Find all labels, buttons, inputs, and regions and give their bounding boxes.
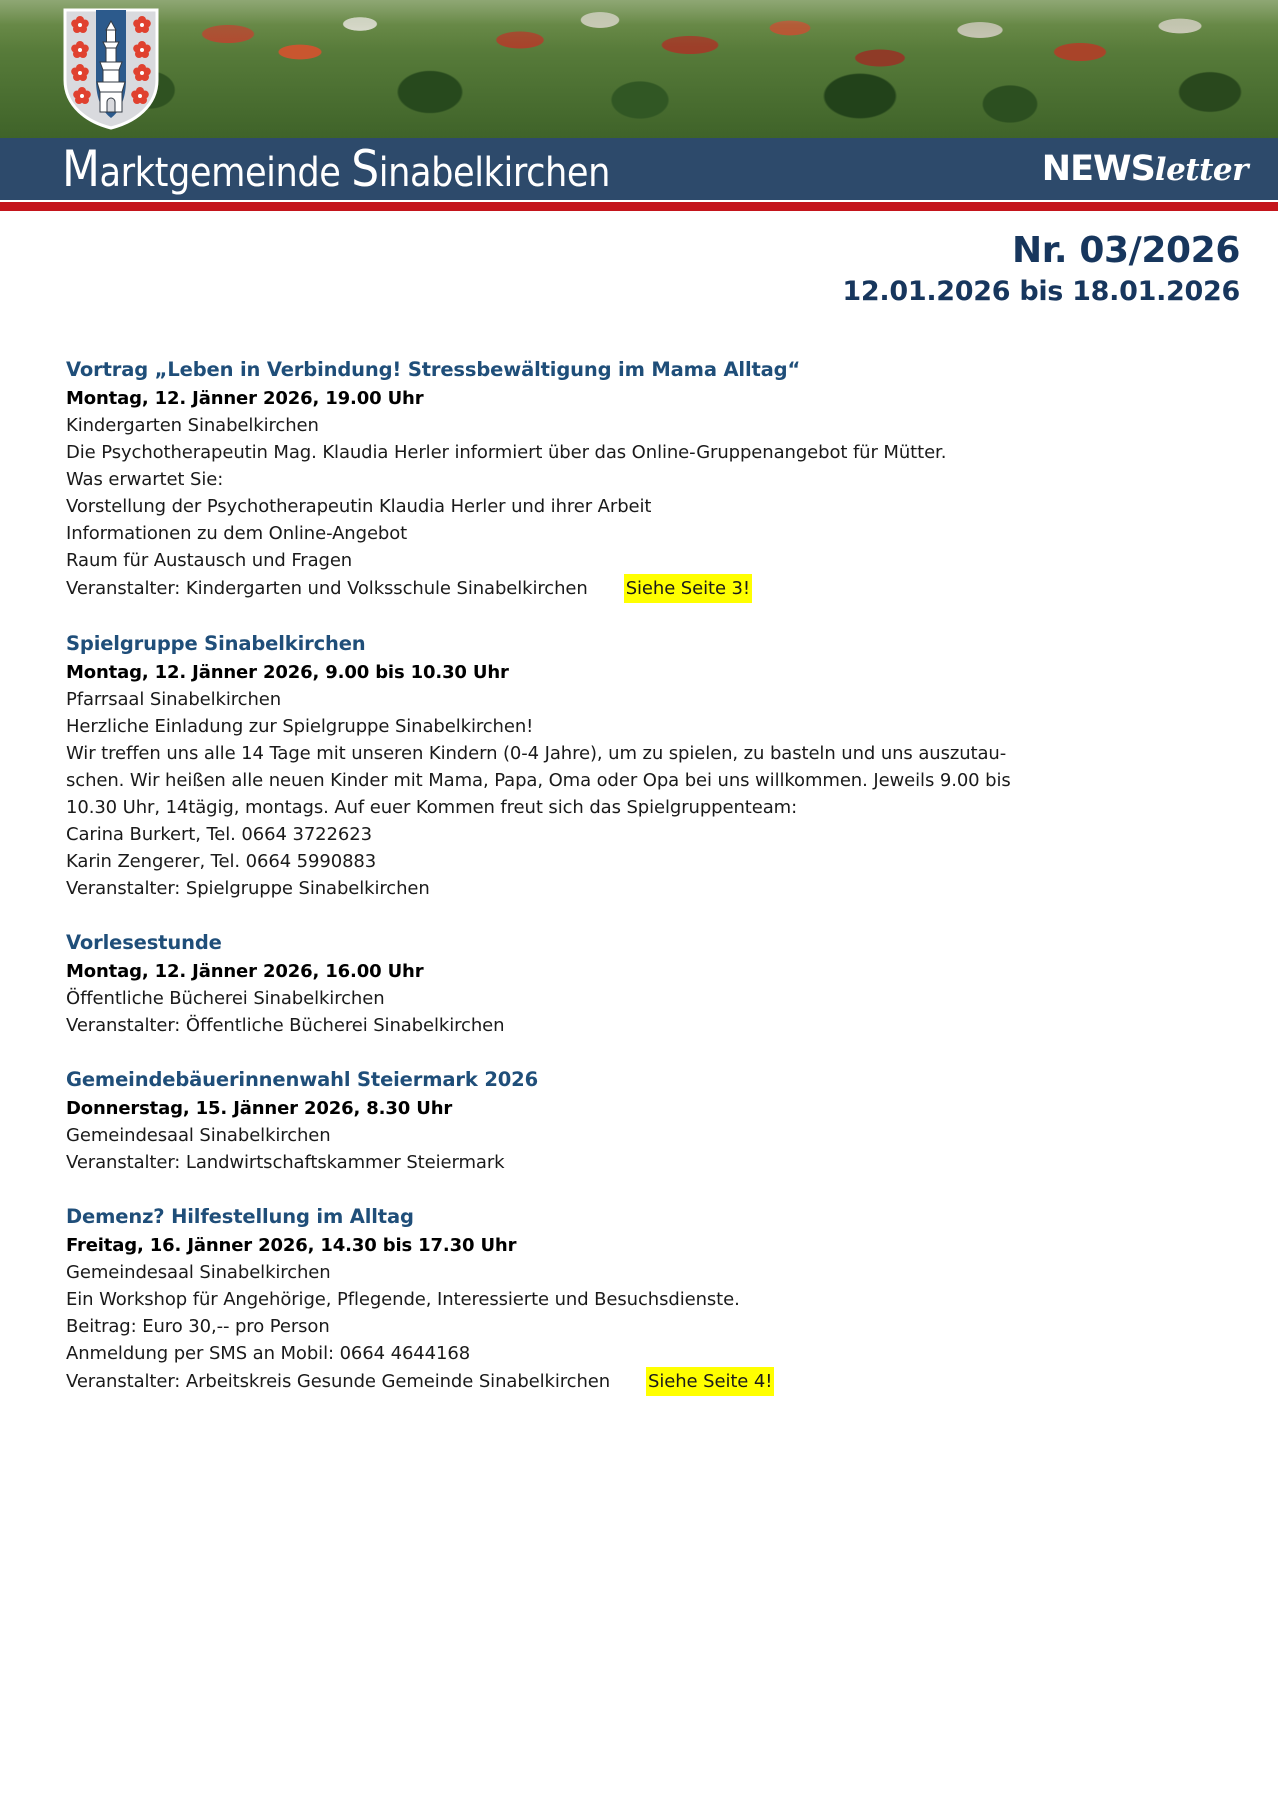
event-organizer-row: [66, 875, 1238, 902]
see-page-note[interactable]: Siehe Seite 4!: [646, 1367, 774, 1396]
event-location: Kindergarten Sinabelkirchen: [66, 415, 319, 436]
event-title: Vorlesestunde: [66, 931, 222, 954]
event-entry: [66, 629, 1238, 902]
event-detail-line: Raum für Austausch und Fragen: [66, 550, 353, 571]
event-organizer-row: [66, 1012, 1238, 1039]
event-location: Pfarrsaal Sinabelkirchen: [66, 689, 282, 710]
event-organizer: Veranstalter: Spielgruppe Sinabelkirchen: [66, 878, 430, 899]
event-title: Demenz? Hilfestellung im Alltag: [66, 1205, 414, 1228]
event-location: Gemeindesaal Sinabelkirchen: [66, 1125, 331, 1146]
see-page-note[interactable]: Siehe Seite 3!: [624, 574, 752, 603]
event-detail-line: Was erwartet Sie:: [66, 469, 224, 490]
newsletter-wordmark: [1042, 144, 1248, 201]
newsletter-title-bar: [0, 138, 1278, 200]
newsletter-wordmark-news: NEWS: [1041, 149, 1155, 189]
event-datetime: Montag, 12. Jänner 2026, 9.00 bis 10.30 Uhr: [66, 662, 509, 683]
event-title: Spielgruppe Sinabelkirchen: [66, 632, 366, 655]
event-datetime: Freitag, 16. Jänner 2026, 14.30 bis 17.30 Uhr: [66, 1235, 517, 1256]
event-detail-line: Wir treffen uns alle 14 Tage mit unseren Kindern (0-4 Jahre), um zu spielen, zu basteln und uns auszutau-: [66, 743, 1007, 764]
event-title: Gemeindebäuerinnenwahl Steiermark 2026: [66, 1068, 538, 1091]
event-detail-line: schen. Wir heißen alle neuen Kinder mit Mama, Papa, Oma oder Opa bei uns willkommen. Jeweils 9.00 bis: [66, 770, 1011, 791]
issue-date-range: 12.01.2026 bis 18.01.2026: [842, 276, 1240, 307]
event-detail-line: Karin Zengerer, Tel. 0664 5990883: [66, 851, 377, 872]
event-datetime: Montag, 12. Jänner 2026, 16.00 Uhr: [66, 961, 424, 982]
event-detail-line: Informationen zu dem Online-Angebot: [66, 523, 408, 544]
event-organizer-row: [66, 1149, 1238, 1176]
event-detail-line: Anmeldung per SMS an Mobil: 0664 4644168: [66, 1343, 471, 1364]
event-detail-line: Ein Workshop für Angehörige, Pflegende, Interessierte und Besuchsdienste.: [66, 1289, 740, 1310]
event-detail-line: Beitrag: Euro 30,-- pro Person: [66, 1316, 330, 1337]
event-title: Vortrag „Leben in Verbindung! Stressbewältigung im Mama Alltag“: [66, 358, 801, 381]
event-datetime: Montag, 12. Jänner 2026, 19.00 Uhr: [66, 388, 424, 409]
event-entry: [66, 1065, 1238, 1176]
event-organizer: Veranstalter: Öffentliche Bücherei Sinabelkirchen: [66, 1015, 505, 1036]
issue-info: [0, 213, 1278, 311]
brand-title-initial-s: S: [351, 140, 379, 198]
brand-title-marktgemeinde: arktgemeinde: [99, 150, 352, 196]
event-location: Öffentliche Bücherei Sinabelkirchen: [66, 988, 385, 1009]
event-entry: [66, 1202, 1238, 1396]
newsletter-wordmark-letter: letter: [1154, 152, 1248, 188]
event-detail-line: Herzliche Einladung zur Spielgruppe Sinabelkirchen!: [66, 716, 534, 737]
event-list: [0, 311, 1278, 1396]
event-detail-line: Vorstellung der Psychotherapeutin Klaudia Herler und ihrer Arbeit: [66, 496, 652, 517]
event-organizer: Veranstalter: Landwirtschaftskammer Steiermark: [66, 1152, 505, 1173]
issue-number: Nr. 03/2026: [1011, 230, 1240, 271]
event-organizer-row: [66, 574, 1238, 603]
event-detail-line: 10.30 Uhr, 14tägig, montags. Auf euer Kommen freut sich das Spielgruppenteam:: [66, 797, 798, 818]
event-organizer-row: [66, 1367, 1238, 1396]
event-location: Gemeindesaal Sinabelkirchen: [66, 1262, 331, 1283]
event-datetime: Donnerstag, 15. Jänner 2026, 8.30 Uhr: [66, 1098, 453, 1119]
event-detail-line: Carina Burkert, Tel. 0664 3722623: [66, 824, 372, 845]
village-aerial-photo: [0, 0, 1278, 138]
event-organizer: Veranstalter: Arbeitskreis Gesunde Gemeinde Sinabelkirchen: [66, 1371, 611, 1392]
event-entry: [66, 928, 1238, 1039]
coat-of-arms-icon: [63, 8, 159, 130]
event-entry: [66, 355, 1238, 603]
brand-title: [62, 140, 610, 202]
brand-title-sinabelkirchen: inabelkirchen: [378, 150, 610, 196]
event-organizer: Veranstalter: Kindergarten und Volksschule Sinabelkirchen: [66, 578, 588, 599]
event-detail-line: Die Psychotherapeutin Mag. Klaudia Herler informiert über das Online-Gruppenangebot für Mütter.: [66, 442, 947, 463]
brand-title-initial-m: M: [62, 140, 100, 198]
masthead-photo-banner: [0, 0, 1278, 138]
